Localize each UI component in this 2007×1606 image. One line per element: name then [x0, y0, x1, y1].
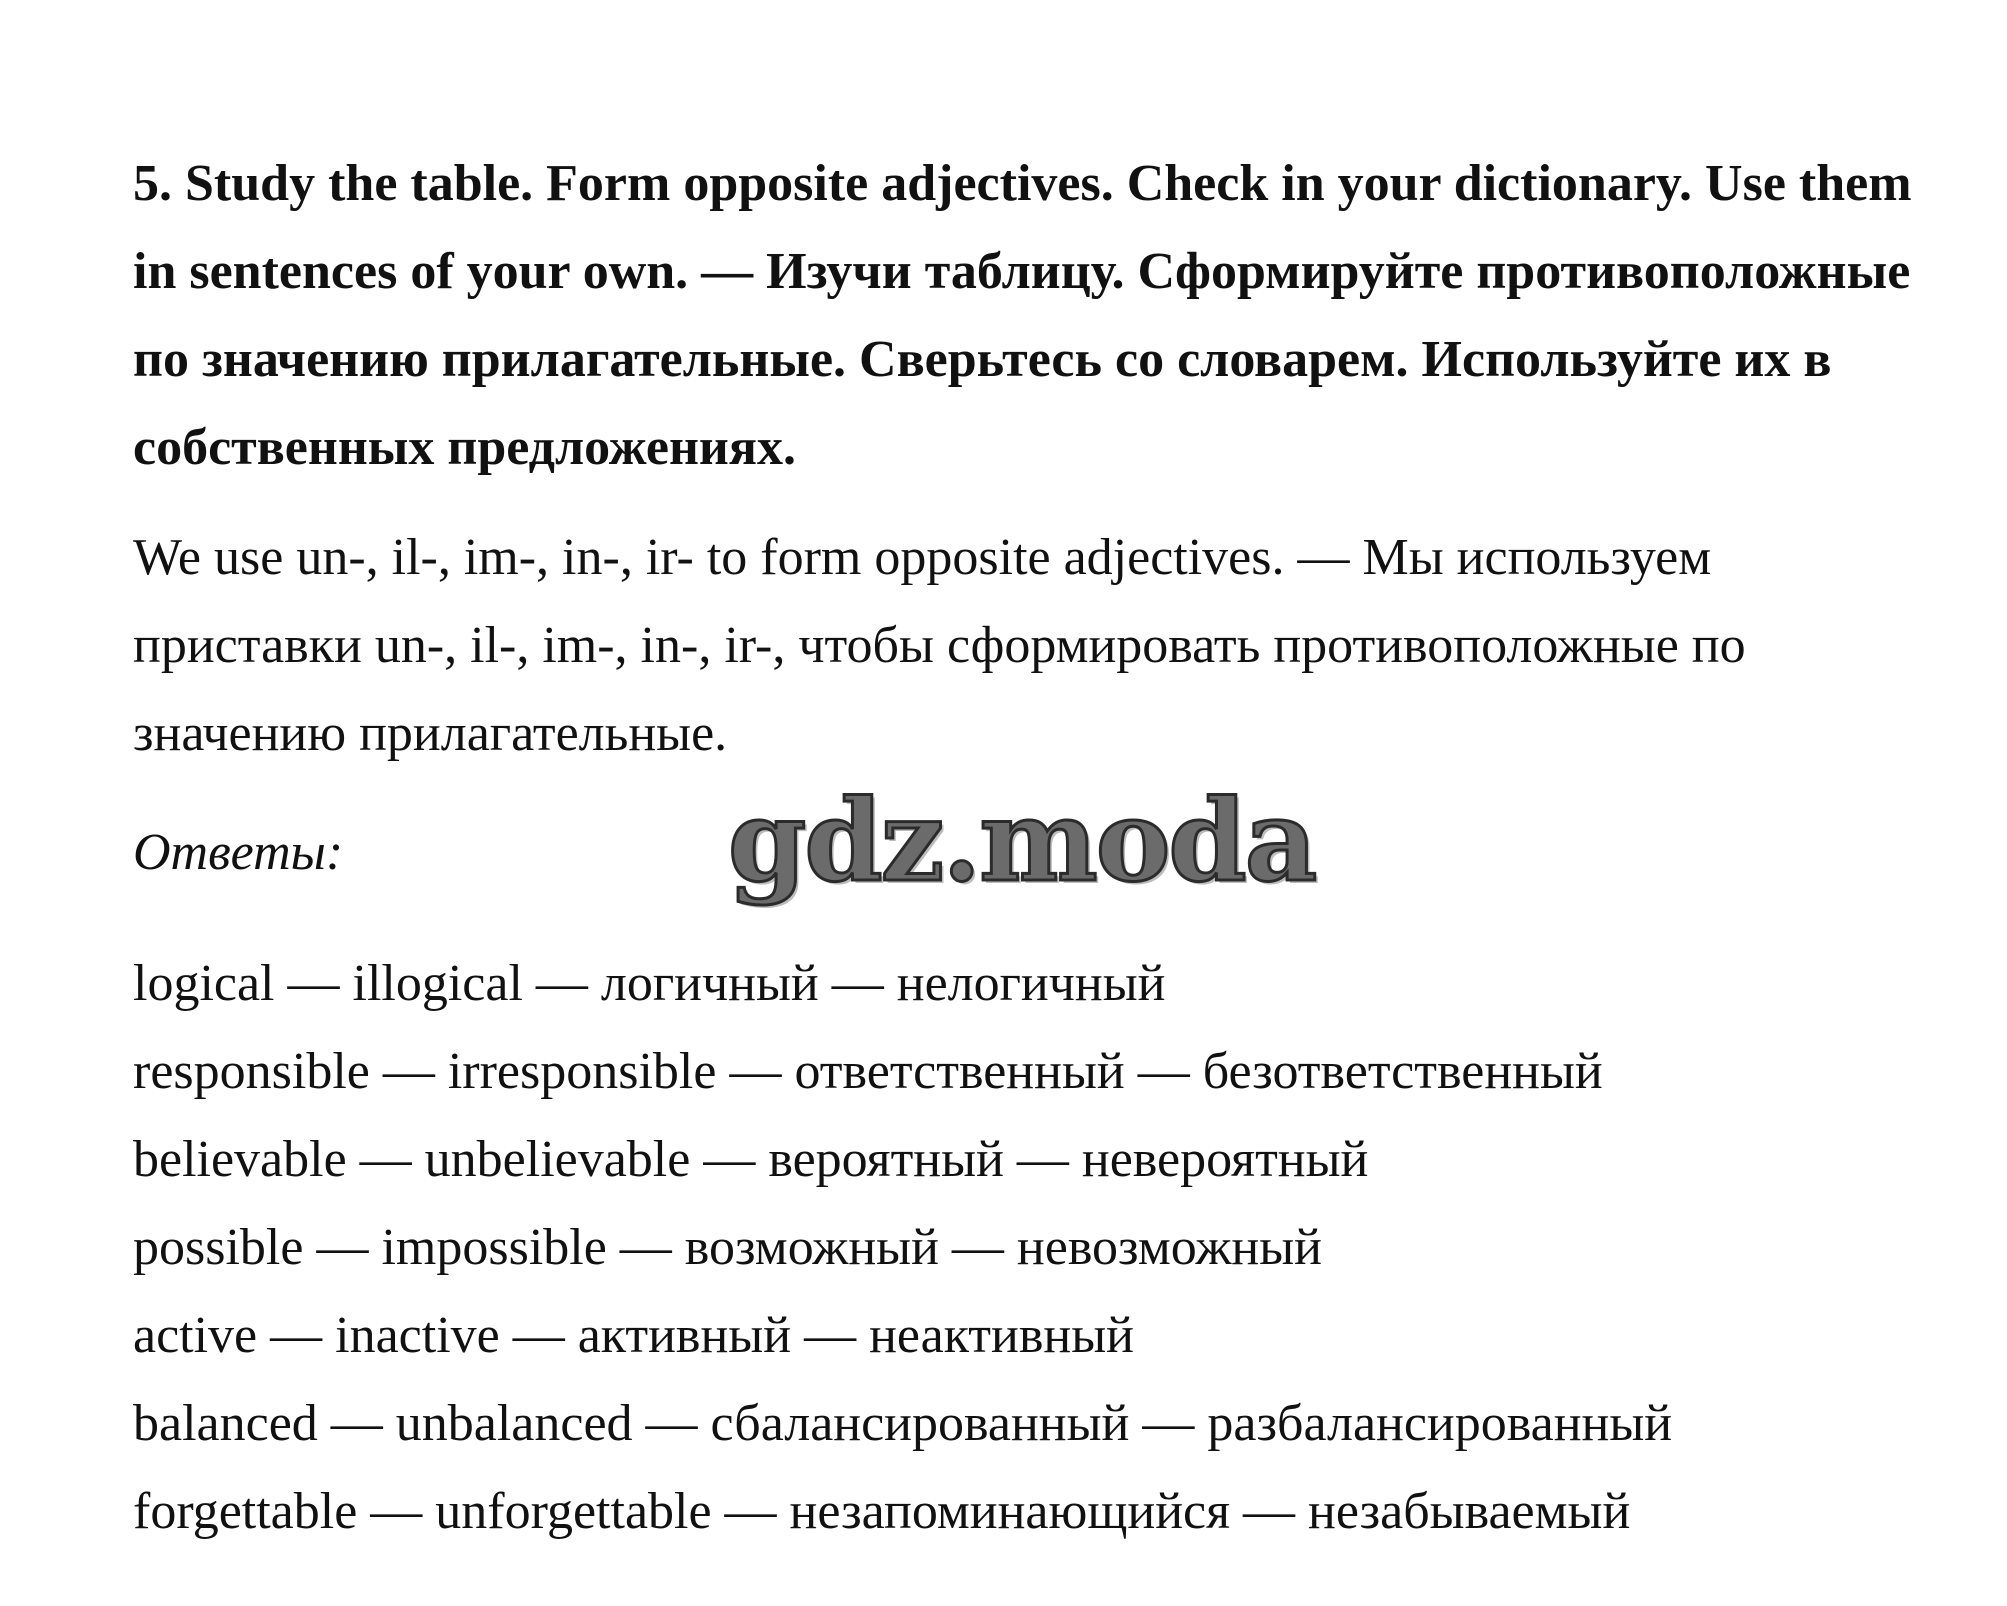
answer-item: believable — unbelievable — вероятный — невероятный [133, 1131, 1369, 1188]
document-page [133, 140, 1913, 1556]
answer-item: active — inactive — активный — неактивный [133, 1307, 1134, 1364]
answers-list [133, 940, 1913, 1556]
answer-item: forgettable — unforgettable — незапоминающийся — незабываемый [133, 1483, 1631, 1540]
task-instruction: 5. Study the table. Form opposite adjectives. Check in your dictionary. Use them in sentences of your own. — Изучи таблицу. Сформируйте противоположные по значению прилагательные. Сверьтесь со словарем. Используйте их в собственных предложениях. [133, 155, 1912, 476]
answer-item: possible — impossible — возможный — невозможный [133, 1219, 1322, 1276]
watermark-logo: gdz.moda [728, 776, 1316, 907]
answers-label: Ответы: [133, 824, 344, 881]
intro-rule: We use un-, il-, im-, in-, ir- to form opposite adjectives. — Мы используем приставки un-, il-, im-, in-, ir-, чтобы сформировать противоположные по значению прилагательные. [133, 529, 1746, 762]
answer-item: responsible — irresponsible — ответственный — безответственный [133, 1043, 1603, 1100]
answer-item: logical — illogical — логичный — нелогичный [133, 955, 1166, 1012]
answer-item: balanced — unbalanced — сбалансированный — разбалансированный [133, 1395, 1673, 1452]
answers-header [133, 776, 1913, 907]
